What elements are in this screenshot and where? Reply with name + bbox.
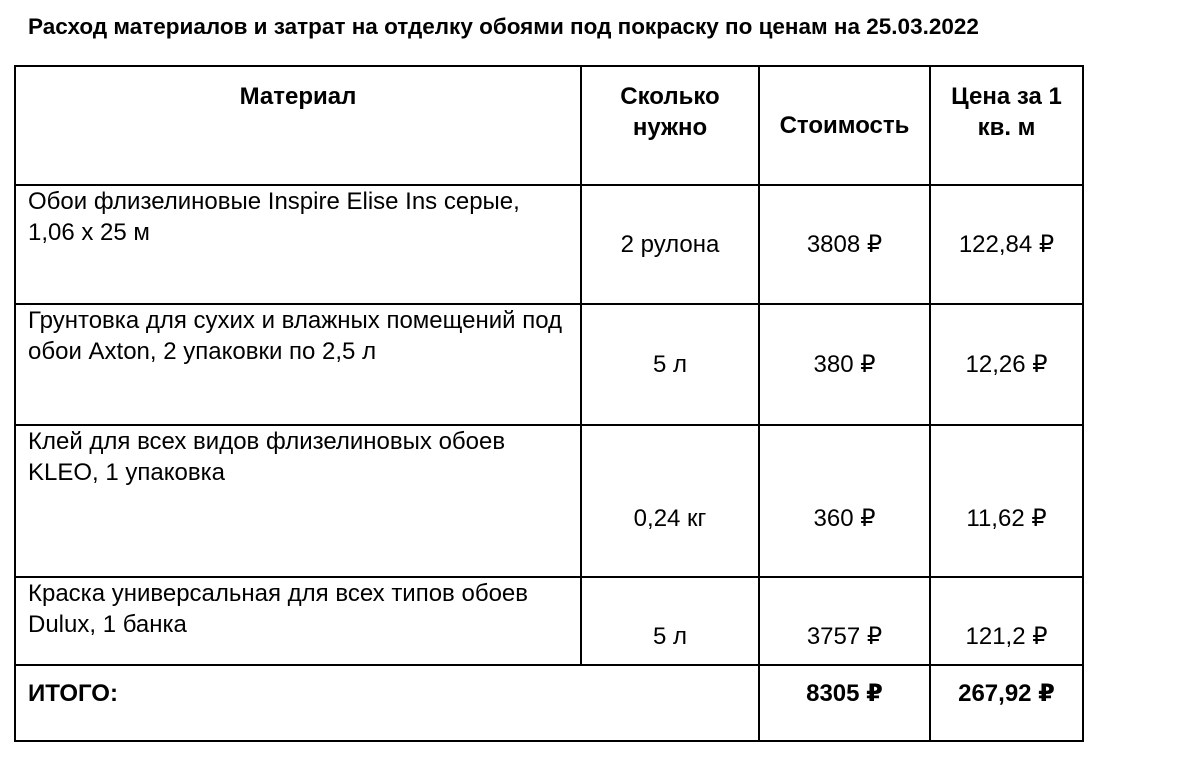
quantity-cell: 5 л xyxy=(581,577,759,665)
header-price-per-sqm: Цена за 1 кв. м xyxy=(930,66,1083,185)
material-cell: Обои флизелиновые Inspire Elise Ins серые, 1,06 х 25 м xyxy=(15,185,581,304)
price-per-sqm-cell: 122,84 ₽ xyxy=(930,185,1083,304)
materials-cost-table xyxy=(14,65,1084,742)
total-cost: 8305 ₽ xyxy=(759,665,930,741)
quantity-cell: 5 л xyxy=(581,304,759,425)
material-cell: Грунтовка для сухих и влажных помещений под обои Axton, 2 упаковки по 2,5 л xyxy=(15,304,581,425)
total-price-per-sqm: 267,92 ₽ xyxy=(930,665,1083,741)
cost-cell: 380 ₽ xyxy=(759,304,930,425)
total-row xyxy=(15,665,1083,741)
page-title: Расход материалов и затрат на отделку обоями под покраску по ценам на 25.03.2022 xyxy=(28,14,979,39)
price-per-sqm-cell: 12,26 ₽ xyxy=(930,304,1083,425)
material-cell: Краска универсальная для всех типов обоев Dulux, 1 банка xyxy=(15,577,581,665)
material-cell: Клей для всех видов флизелиновых обоев KLEO, 1 упаковка xyxy=(15,425,581,577)
table-row xyxy=(15,577,1083,665)
quantity-cell: 2 рулона xyxy=(581,185,759,304)
table-header-row xyxy=(15,66,1083,185)
table-row xyxy=(15,304,1083,425)
header-cost: Стоимость xyxy=(759,66,930,185)
table-row xyxy=(15,425,1083,577)
cost-cell: 3757 ₽ xyxy=(759,577,930,665)
total-label: ИТОГО: xyxy=(15,665,759,741)
header-quantity: Сколько нужно xyxy=(581,66,759,185)
cost-cell: 3808 ₽ xyxy=(759,185,930,304)
table-row xyxy=(15,185,1083,304)
header-material: Материал xyxy=(15,66,581,185)
price-per-sqm-cell: 11,62 ₽ xyxy=(930,425,1083,577)
quantity-cell: 0,24 кг xyxy=(581,425,759,577)
cost-cell: 360 ₽ xyxy=(759,425,930,577)
price-per-sqm-cell: 121,2 ₽ xyxy=(930,577,1083,665)
